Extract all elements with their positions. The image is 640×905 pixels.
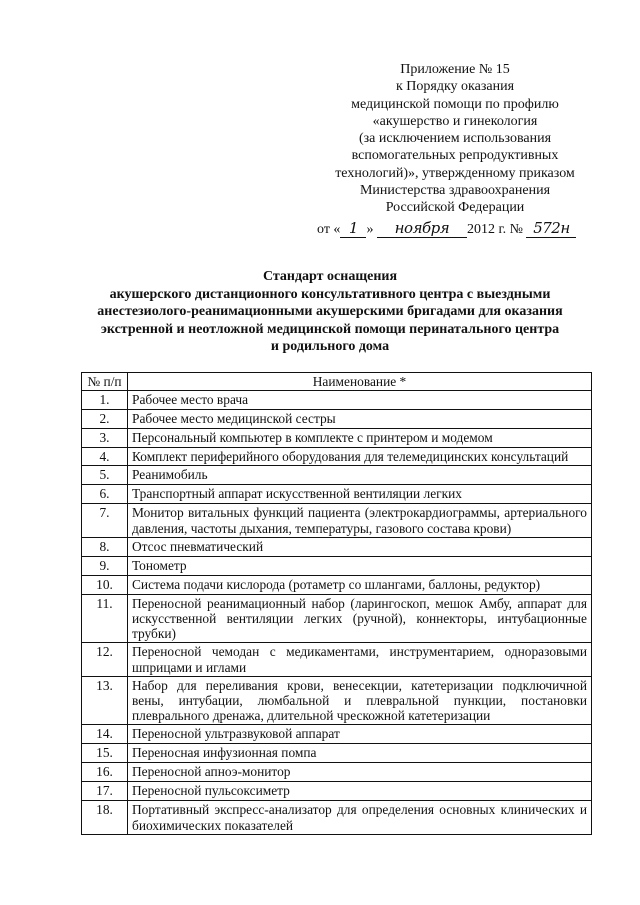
row-name: Переносной апноэ-монитор <box>128 763 592 782</box>
row-name: Комплект периферийного оборудования для телемедицинских консультаций <box>128 448 592 466</box>
row-name: Персональный компьютер в комплекте с принтером и модемом <box>128 429 592 448</box>
table-row <box>82 575 592 594</box>
table-row <box>82 537 592 556</box>
dateline-year: 2012 г. № <box>466 222 523 237</box>
row-name: Портативный экспресс-анализатор для определения основных клинических и биохимических показателей <box>128 801 592 834</box>
table-header-row <box>82 373 592 391</box>
row-number: 12. <box>82 643 128 676</box>
appendix-line: Российской Федерации <box>385 200 525 216</box>
table-row <box>82 744 592 763</box>
table-row <box>82 485 592 504</box>
column-header-name: Наименование * <box>128 373 592 391</box>
row-number: 13. <box>82 676 128 725</box>
row-name: Переносной реанимационный набор (ларингоскоп, мешок Амбу, аппарат для искусственной вентиляции легких (ручной), коннекторы, интубационные трубки) <box>128 594 592 643</box>
row-name: Рабочее место медицинской сестры <box>128 410 592 429</box>
table-row <box>82 556 592 575</box>
row-name: Система подачи кислорода (ротаметр со шлангами, баллоны, редуктор) <box>128 575 592 594</box>
row-name: Тонометр <box>128 556 592 575</box>
row-name: Переносной ультразвуковой аппарат <box>128 725 592 744</box>
row-name: Переносная инфузионная помпа <box>128 744 592 763</box>
appendix-line: вспомогательных репродуктивных <box>351 148 559 164</box>
order-day-handwritten: 1 <box>340 219 366 238</box>
table-row <box>82 763 592 782</box>
appendix-line: медицинской помощи по профилю <box>351 96 559 112</box>
row-name: Монитор витальных функций пациента (электрокардиограммы, артериального давления, частоты дыхания, температуры, газового состава крови) <box>128 504 592 537</box>
row-number: 17. <box>82 782 128 801</box>
row-number: 2. <box>82 410 128 429</box>
appendix-line: Приложение № 15 <box>400 62 510 77</box>
table-row <box>82 466 592 485</box>
row-number: 5. <box>82 466 128 485</box>
appendix-line: (за исключением использования <box>358 131 552 147</box>
row-number: 15. <box>82 744 128 763</box>
row-number: 16. <box>82 763 128 782</box>
row-number: 11. <box>82 594 128 643</box>
column-header-number: № п/п <box>82 373 128 391</box>
appendix-line: к Порядку оказания <box>395 79 515 95</box>
row-number: 6. <box>82 485 128 504</box>
row-name: Рабочее место врача <box>128 391 592 410</box>
table-row <box>82 410 592 429</box>
table-row <box>82 594 592 643</box>
row-number: 18. <box>82 801 128 834</box>
appendix-line: «акушерство и гинекология <box>372 113 538 129</box>
row-number: 8. <box>82 537 128 556</box>
appendix-header <box>300 61 610 217</box>
row-number: 10. <box>82 575 128 594</box>
table-row <box>82 676 592 725</box>
row-number: 1. <box>82 391 128 410</box>
row-name: Отсос пневматический <box>128 537 592 556</box>
row-number: 7. <box>82 504 128 537</box>
table-row <box>82 782 592 801</box>
order-dateline <box>317 219 627 239</box>
equipment-table <box>81 372 592 835</box>
dateline-mid: » <box>366 222 374 237</box>
row-name: Реанимобиль <box>128 466 592 485</box>
row-name: Транспортный аппарат искусственной вентиляции легких <box>128 485 592 504</box>
order-month-handwritten: ноября <box>377 219 467 238</box>
order-number-handwritten: 572н <box>526 219 576 238</box>
title-line: и родильного дома <box>270 339 390 355</box>
table-row <box>82 725 592 744</box>
table-row <box>82 429 592 448</box>
table-row <box>82 643 592 676</box>
title-line: акушерского дистанционного консультативного центра с выездными <box>109 286 551 302</box>
row-number: 9. <box>82 556 128 575</box>
document-title <box>60 268 600 356</box>
row-number: 4. <box>82 448 128 466</box>
row-name: Переносной пульсоксиметр <box>128 782 592 801</box>
table-row <box>82 504 592 537</box>
title-line: анестезиолого-реанимационными акушерскими бригадами для оказания <box>97 304 563 320</box>
row-number: 14. <box>82 725 128 744</box>
title-line: экстренной и неотложной медицинской помощи перинатального центра <box>100 321 560 337</box>
dateline-prefix: от « <box>317 222 341 237</box>
title-line: Стандарт оснащения <box>262 269 398 284</box>
table-row <box>82 448 592 466</box>
table-row <box>82 391 592 410</box>
appendix-line: технологий)», утвержденному приказом <box>335 165 575 181</box>
row-name: Переносной чемодан с медикаментами, инструментарием, одноразовыми шприцами и иглами <box>128 643 592 676</box>
appendix-line: Министерства здравоохранения <box>359 183 551 199</box>
table-row <box>82 801 592 834</box>
row-name: Набор для переливания крови, венесекции, катетеризации подключичной вены, интубации, люмбальной и плевральной пункции, постановки плеврального дренажа, длительной чрескожной катетеризации <box>128 676 592 725</box>
row-number: 3. <box>82 429 128 448</box>
